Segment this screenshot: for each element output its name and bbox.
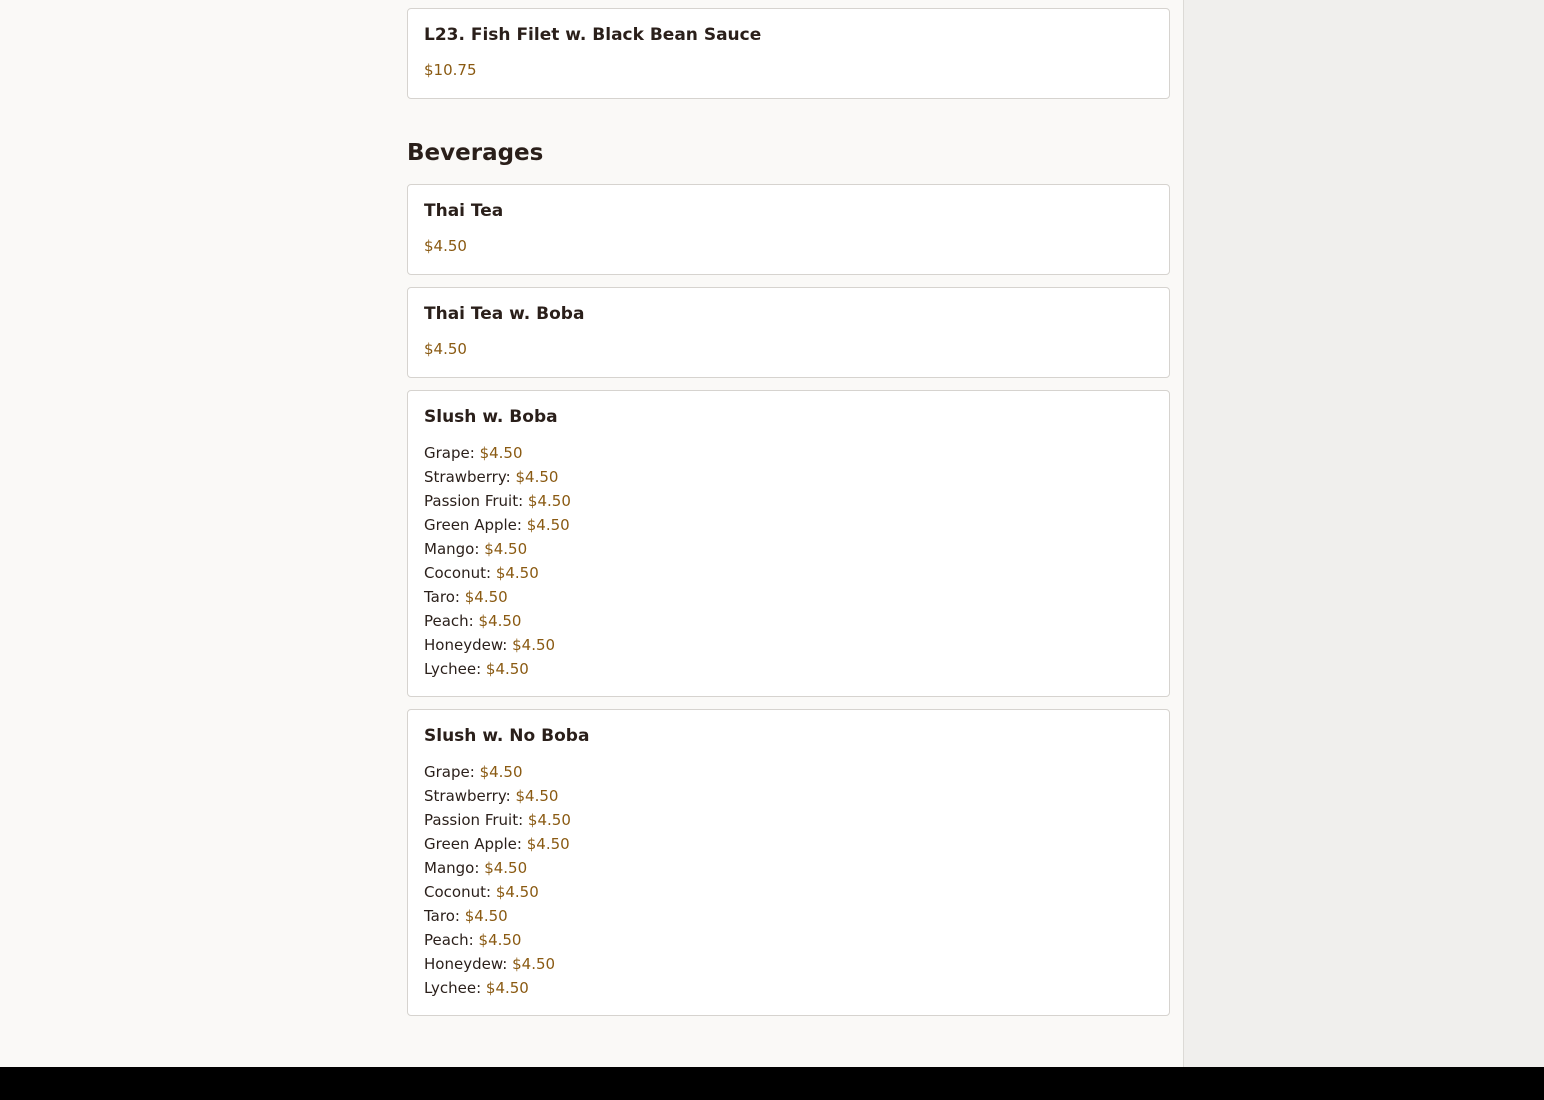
menu-item-card <box>407 390 1170 697</box>
flavor-name: Strawberry: <box>424 468 511 486</box>
flavor-list <box>424 441 571 681</box>
flavor-option <box>424 760 571 784</box>
bottom-bar <box>0 1067 1544 1100</box>
flavor-price: $4.50 <box>464 588 508 606</box>
flavor-option <box>424 657 571 681</box>
flavor-price: $4.50 <box>484 859 528 877</box>
flavor-name: Peach: <box>424 931 474 949</box>
menu-item-card <box>407 8 1170 99</box>
flavor-name: Passion Fruit: <box>424 492 524 510</box>
flavor-price: $4.50 <box>485 979 529 997</box>
flavor-option <box>424 465 571 489</box>
flavor-name: Coconut: <box>424 564 492 582</box>
flavor-name: Passion Fruit: <box>424 811 524 829</box>
menu-item-price: $4.50 <box>424 340 467 358</box>
flavor-price: $4.50 <box>478 612 522 630</box>
flavor-name: Lychee: <box>424 660 482 678</box>
flavor-name: Mango: <box>424 859 480 877</box>
flavor-name: Coconut: <box>424 883 492 901</box>
menu-item-name: Slush w. Boba <box>424 407 558 427</box>
flavor-option <box>424 537 571 561</box>
flavor-name: Grape: <box>424 763 475 781</box>
menu-item-name: Thai Tea w. Boba <box>424 304 585 324</box>
flavor-name: Mango: <box>424 540 480 558</box>
flavor-price: $4.50 <box>527 811 571 829</box>
section-heading-beverages: Beverages <box>407 140 544 166</box>
flavor-option <box>424 880 571 904</box>
flavor-name: Grape: <box>424 444 475 462</box>
flavor-option <box>424 832 571 856</box>
menu-item-price: $4.50 <box>424 237 467 255</box>
flavor-price: $4.50 <box>485 660 529 678</box>
flavor-option <box>424 808 571 832</box>
flavor-name: Lychee: <box>424 979 482 997</box>
flavor-option <box>424 633 571 657</box>
flavor-name: Strawberry: <box>424 787 511 805</box>
flavor-price: $4.50 <box>479 444 523 462</box>
flavor-option <box>424 784 571 808</box>
menu-item-card <box>407 184 1170 275</box>
menu-item-name: L23. Fish Filet w. Black Bean Sauce <box>424 25 762 45</box>
flavor-price: $4.50 <box>515 468 559 486</box>
flavor-option <box>424 585 571 609</box>
flavor-name: Taro: <box>424 588 460 606</box>
flavor-name: Taro: <box>424 907 460 925</box>
flavor-option <box>424 441 571 465</box>
menu-item-card <box>407 287 1170 378</box>
flavor-price: $4.50 <box>495 564 539 582</box>
menu-item-card <box>407 709 1170 1016</box>
flavor-price: $4.50 <box>495 883 539 901</box>
flavor-name: Green Apple: <box>424 516 522 534</box>
flavor-option <box>424 489 571 513</box>
flavor-option <box>424 513 571 537</box>
menu-item-name: Slush w. No Boba <box>424 726 590 746</box>
flavor-price: $4.50 <box>484 540 528 558</box>
menu-item-price: $10.75 <box>424 61 477 79</box>
flavor-price: $4.50 <box>479 763 523 781</box>
flavor-price: $4.50 <box>512 955 556 973</box>
flavor-price: $4.50 <box>526 835 570 853</box>
flavor-price: $4.50 <box>464 907 508 925</box>
flavor-name: Peach: <box>424 612 474 630</box>
flavor-price: $4.50 <box>526 516 570 534</box>
flavor-option <box>424 952 571 976</box>
flavor-option <box>424 976 571 1000</box>
flavor-option <box>424 561 571 585</box>
flavor-name: Honeydew: <box>424 955 508 973</box>
flavor-list <box>424 760 571 1000</box>
menu-item-name: Thai Tea <box>424 201 504 221</box>
flavor-option <box>424 609 571 633</box>
flavor-price: $4.50 <box>512 636 556 654</box>
flavor-option <box>424 904 571 928</box>
flavor-price: $4.50 <box>527 492 571 510</box>
flavor-name: Honeydew: <box>424 636 508 654</box>
flavor-option <box>424 856 571 880</box>
flavor-price: $4.50 <box>478 931 522 949</box>
flavor-name: Green Apple: <box>424 835 522 853</box>
flavor-price: $4.50 <box>515 787 559 805</box>
flavor-option <box>424 928 571 952</box>
